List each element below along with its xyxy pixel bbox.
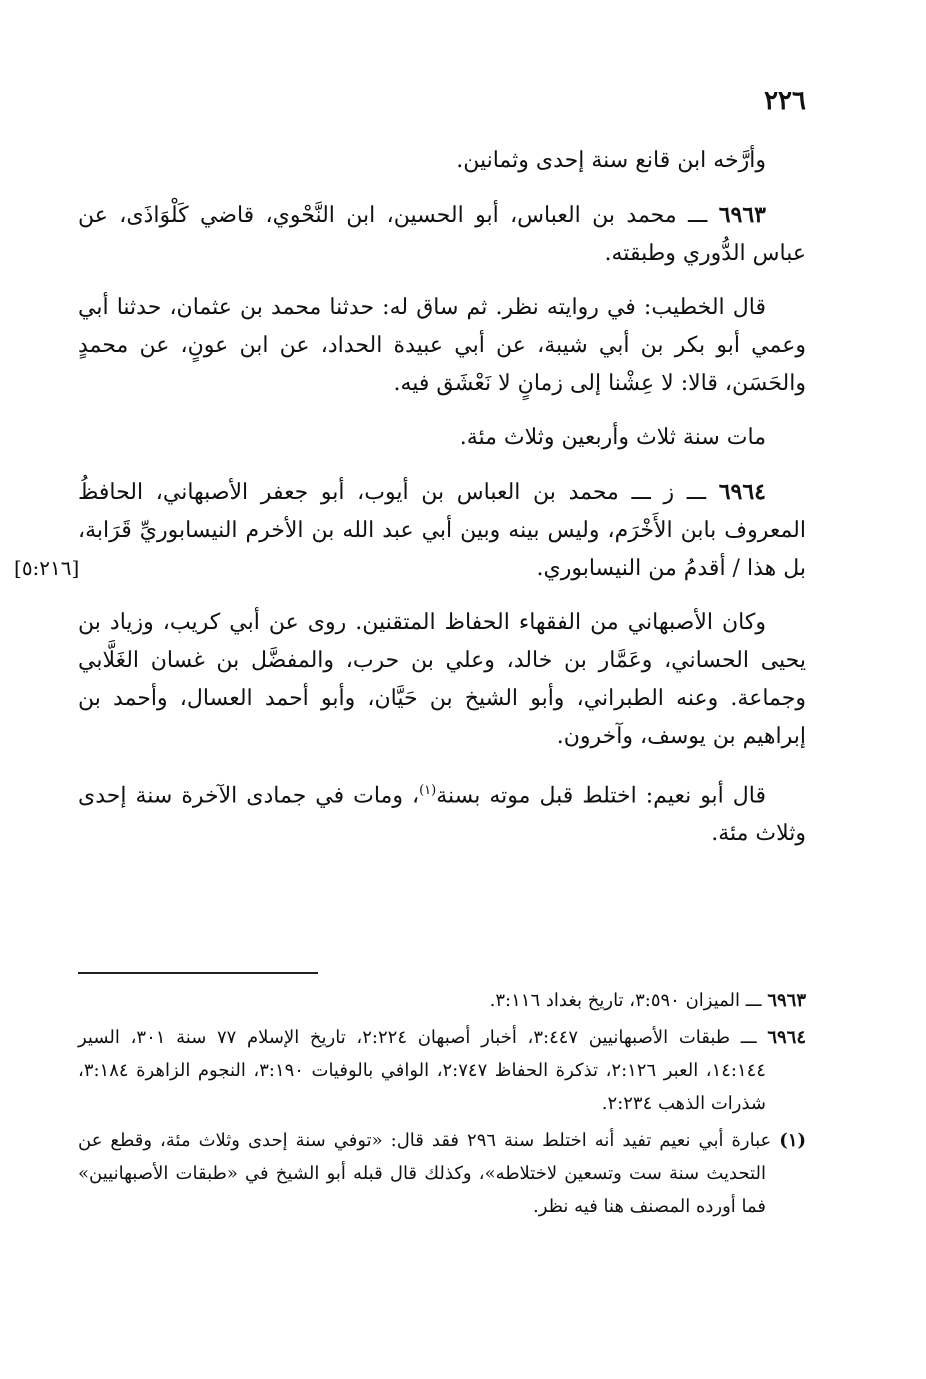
entry-6964 bbox=[14, 473, 806, 588]
footnote-text: ـــ طبقات الأصبهانيين ٣:٤٤٧، أخبار أصبهان ٢:٢٢٤، تاريخ الإسلام ٧٧ سنة ٣٠١، السير ١٤:١٤٤، العبر ٢:١٢٦، تذكرة الحفاظ ٢:٧٤٧، الوافي بالوفيات ٣:١٩٠، النجوم الزاهرة ٣:١٨٤، شذرات الذهب ٢:٢٣٤. bbox=[78, 1027, 766, 1114]
footnote-text: عبارة أبي نعيم تفيد أنه اختلط سنة ٢٩٦ فقد قال: «توفي سنة إحدى وثلاث مئة، وقطع عن التحديث سنة ست وتسعين لاختلاطه»، وكذلك قال قبله أبو الشيخ في «طبقات الأصبهانيين» فما أورده المصنف هنا فيه نظر. bbox=[78, 1130, 772, 1217]
entry-number: ٦٩٦٤ bbox=[718, 479, 766, 505]
paragraph-7 bbox=[78, 772, 806, 853]
paragraph-7-text-after: ، ومات في جمادى الآخرة سنة إحدى وثلاث مئة. bbox=[78, 783, 806, 847]
entry-6963 bbox=[78, 196, 806, 273]
footnote-text: ـــ الميزان ٣:٥٩٠، تاريخ بغداد ٣:١١٦. bbox=[489, 990, 762, 1011]
footnote-number: (١) bbox=[779, 1130, 807, 1151]
entry-text: ـــ محمد بن العباس، أبو الحسين، ابن النَّحْوي، قاضي كَلْوَاذَى، عن عباس الدُّوري وطبقته. bbox=[78, 203, 806, 266]
footnote-1 bbox=[78, 1124, 806, 1223]
paragraph-1: وأرَّخه ابن قانع سنة إحدى وثمانين. bbox=[456, 148, 766, 173]
footnote-6964 bbox=[78, 1021, 806, 1120]
paragraph-4: مات سنة ثلاث وأربعين وثلاث مئة. bbox=[459, 425, 766, 450]
page-number: ٢٢٦ bbox=[764, 86, 806, 116]
footnote-6963 bbox=[78, 984, 806, 1017]
entry-number: ٦٩٦٣ bbox=[718, 202, 766, 228]
footnote-divider bbox=[78, 972, 318, 974]
margin-reference: [٥:٢١٦] bbox=[14, 556, 80, 580]
footnotes bbox=[78, 984, 806, 1227]
entry-text: ـــ ز ـــ محمد بن العباس بن أيوب، أبو جعفر الأصبهاني، الحافظُ المعروف بابن الأَخْرَم، وليس بينه وبين أبي عبد الله بن الأخرم النيسابوريِّ قَرَابة، بل هذا / أقدمُ من النيسابوري. bbox=[78, 480, 806, 581]
main-text bbox=[14, 142, 806, 869]
paragraph-7-text-before: قال أبو نعيم: اختلط قبل موته بسنة bbox=[436, 783, 766, 809]
footnote-number: ٦٩٦٣ bbox=[767, 990, 806, 1011]
footnote-marker: (١) bbox=[419, 783, 437, 798]
paragraph-6: وكان الأصبهاني من الفقهاء الحفاظ المتقنين. روى عن أبي كريب، وزياد بن يحيى الحساني، وعَمَّار بن خالد، وعلي بن حرب، والمفضَّل بن غسان الغَلَّابي وجماعة. وعنه الطبراني، وأبو الشيخ بن حَيَّان، وأبو أحمد العسال، وأحمد بن إبراهيم بن يوسف، وآخرون. bbox=[78, 610, 806, 749]
paragraph-3: قال الخطيب: في روايته نظر. ثم ساق له: حدثنا محمد بن عثمان، حدثنا أبي وعمي أبو بكر بن أبي شيبة، عن أبي عبيدة الحداد، عن ابن عونٍ، عن محمدٍ والحَسَن، قالا: لا عِشْنا إلى زمانٍ لا نَعْشَق فيه. bbox=[78, 295, 806, 396]
footnote-number: ٦٩٦٤ bbox=[767, 1027, 806, 1048]
